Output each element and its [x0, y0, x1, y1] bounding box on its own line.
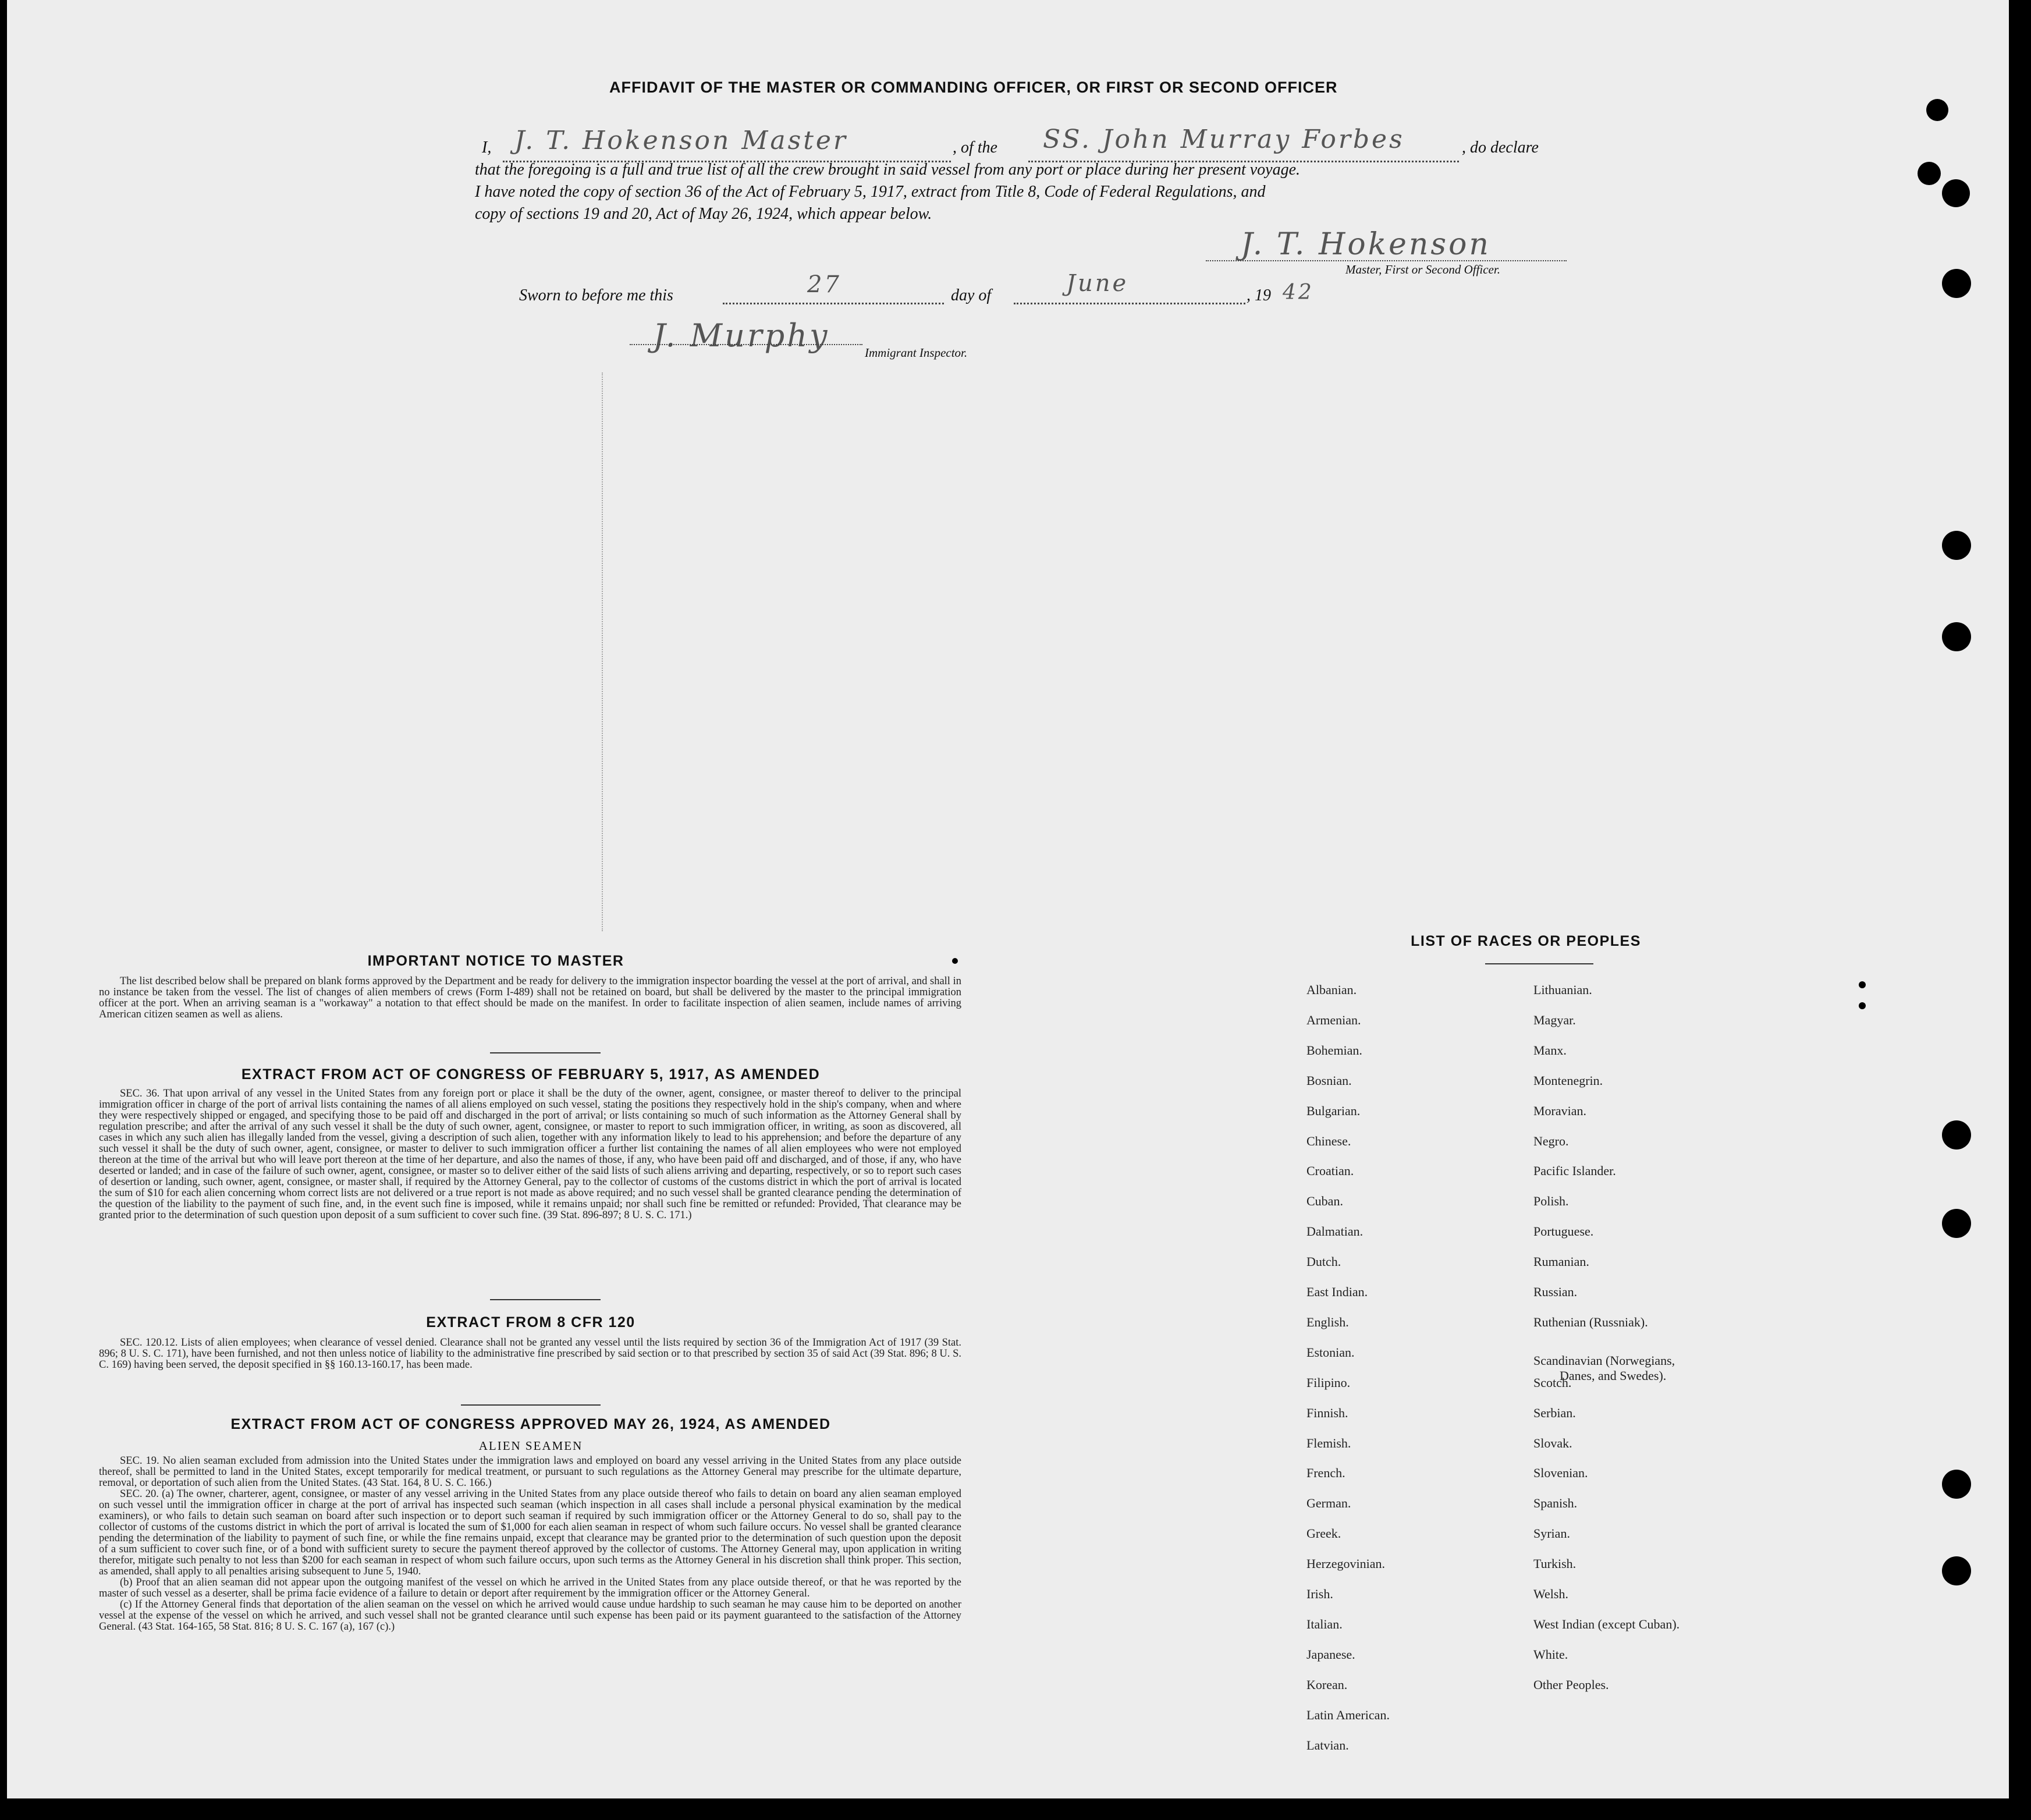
signature-caption: Master, First or Second Officer.	[1345, 262, 1500, 276]
sworn-prefix: Sworn to before me this	[519, 286, 673, 304]
signature-line	[1206, 260, 1567, 261]
race-item: Moravian.	[1533, 1103, 1587, 1118]
punch-hole	[1942, 179, 1970, 207]
month-handwritten: June	[1066, 270, 1129, 297]
race-item: West Indian (except Cuban).	[1533, 1616, 1680, 1631]
race-item: Dutch.	[1306, 1254, 1341, 1269]
extract1924-text	[99, 1456, 961, 1633]
race-item: Filipino.	[1306, 1375, 1351, 1390]
extract1924-title: EXTRACT FROM ACT OF CONGRESS APPROVED MAY 26, 1924, AS AMENDED	[230, 1416, 831, 1432]
race-item: Scandinavian (Norwegians,	[1533, 1353, 1675, 1368]
notice-paragraph: The list described below shall be prepared on blank forms approved by the Department and be ready for delivery to the immigration inspector boarding the vessel at the port of arrival, and shall in no instance be taken from the vessel. The list of changes of alien members of crews (Form I-489) shall not be retained on board, but shall be delivered by the master to the principal immigration officer at the port. When an arriving seaman is a "workaway" a notation to that effect should be made on the manifest. In order to facilitate inspection of alien seamen, include names of arriving American citizen seamen as well as aliens.	[99, 975, 961, 1020]
affidavit-line4: copy of sections 19 and 20, Act of May 26, 1924, which appear below.	[475, 205, 932, 223]
extract8cfr-title: EXTRACT FROM 8 CFR 120	[426, 1314, 635, 1331]
affidavit-line3: I have noted the copy of section 36 of the Act of February 5, 1917, extract from Title 8, Code of Federal Regulations, and	[475, 183, 1266, 201]
master-name-handwritten: J. T. Hokenson Master	[514, 126, 848, 155]
inspector-caption: Immigrant Inspector.	[865, 346, 968, 360]
day-blank	[723, 303, 944, 304]
race-item: Latvian.	[1306, 1737, 1349, 1752]
race-item: Polish.	[1533, 1194, 1569, 1209]
punch-hole	[1942, 1209, 1971, 1238]
race-item: Bulgarian.	[1306, 1103, 1361, 1118]
race-item: Lithuanian.	[1533, 982, 1592, 997]
extract8cfr-text	[99, 1337, 961, 1371]
race-item: Albanian.	[1306, 982, 1357, 997]
master-signature-handwritten: J. T. Hokenson	[1241, 227, 1491, 262]
race-item: Ruthenian (Russniak).	[1533, 1314, 1648, 1329]
race-item: Rumanian.	[1533, 1254, 1589, 1269]
race-item: Negro.	[1533, 1133, 1569, 1148]
race-item: Spanish.	[1533, 1496, 1578, 1511]
sec20a-paragraph: SEC. 20. (a) The owner, charterer, agent, consignee, or master of any vessel arriving in the United States from any place outside thereof who fails to detain on board any alien seaman employed on such vessel until the immigration officer in charge at the port of arrival has inspected such seaman (which inspection in all cases shall include a personal physical examination by the medical examiners), or who fails to detain such seaman on board after such inspection or to deport such seaman if required by such immigration officer or the Attorney General to do so, shall pay to the collector of customs of the customs district in which the port of arrival is located the sum of $1,000 for each alien seaman in respect of whom such failure occurs. No vessel shall be granted clearance pending the determination of the liability to payment of such fine, or while the fine remains unpaid, except that clearance may be granted prior to the determination of such question upon the deposit of a sum sufficient to cover such fine, or of a bond with sufficient surety to secure the payment thereof approved by the collector of customs. The Attorney General may, upon application in writing therefor, mitigate such penalty to not less than $200 for each seaman in respect of whom such failure occurs, upon such terms as the Attorney General in his discretion shall think proper. This section, as amended, shall apply to all penalties arising subsequent to June 5, 1940.	[99, 1488, 961, 1577]
divider	[490, 1052, 601, 1053]
race-item: Serbian.	[1533, 1405, 1576, 1420]
notice-title: IMPORTANT NOTICE TO MASTER	[367, 953, 624, 969]
race-item: Cuban.	[1306, 1194, 1343, 1209]
race-item: Bosnian.	[1306, 1073, 1352, 1088]
race-item: White.	[1533, 1647, 1568, 1662]
race-item: Flemish.	[1306, 1435, 1351, 1450]
punch-hole	[1942, 1470, 1971, 1499]
race-item: Greek.	[1306, 1526, 1341, 1541]
day-of-label: day of	[951, 286, 992, 304]
ink-speck	[1859, 981, 1866, 988]
sec19-paragraph: SEC. 19. No alien seaman excluded from admission into the United States under the immigration laws and employed on board any vessel arriving in the United States from any place outside thereof, shall be permitted to land in the United States, except temporarily for medical treatment, or pursuant to such regulations as the Attorney General may prescribe for the ultimate departure, removal, or deportation of such alien from the United States. (43 Stat. 164, 8 U. S. C. 166.)	[99, 1455, 961, 1489]
affidavit-line2: that the foregoing is a full and true list of all the crew brought in said vessel from any port or place during her present voyage.	[475, 161, 1301, 179]
divider	[490, 1299, 601, 1300]
races-title: LIST OF RACES OR PEOPLES	[1411, 933, 1641, 949]
alien-seamen-subtitle: ALIEN SEAMEN	[478, 1439, 583, 1453]
punch-hole	[1926, 99, 1948, 121]
race-item: French.	[1306, 1466, 1345, 1481]
race-item: Dalmatian.	[1306, 1224, 1364, 1239]
day-handwritten: 27	[807, 271, 841, 298]
race-item: Bohemian.	[1306, 1042, 1362, 1058]
year-handwritten: 42	[1283, 281, 1314, 304]
race-item: Magyar.	[1533, 1012, 1576, 1027]
race-item: Danes, and Swedes).	[1560, 1368, 1667, 1383]
race-item: Italian.	[1306, 1616, 1343, 1631]
month-blank	[1014, 303, 1245, 304]
race-item: Japanese.	[1306, 1647, 1355, 1662]
extract1917-title: EXTRACT FROM ACT OF CONGRESS OF FEBRUARY 5, 1917, AS AMENDED	[241, 1066, 821, 1083]
inspector-signature-handwritten: J. Murphy	[653, 317, 830, 354]
sec20b-paragraph: (b) Proof that an alien seaman did not appear upon the outgoing manifest of the vessel on which he arrived in the United States from any place outside thereof, or that he was reported by the master of such vessel as a deserter, shall be prima facie evidence of a failure to detain or deport after requirement by the immigration officer or the Attorney General.	[99, 1577, 961, 1599]
ink-speck	[1859, 1002, 1866, 1009]
punch-hole	[1942, 1120, 1971, 1150]
race-item: Korean.	[1306, 1677, 1348, 1692]
race-item: Latin American.	[1306, 1707, 1390, 1722]
race-item: Slovenian.	[1533, 1466, 1588, 1481]
race-item: Russian.	[1533, 1285, 1578, 1299]
affidavit-do-declare: , do declare	[1462, 139, 1539, 157]
punch-hole	[1942, 622, 1971, 651]
notice-text	[99, 976, 961, 1020]
race-item: Montenegrin.	[1533, 1073, 1603, 1088]
extract1917-text	[99, 1088, 961, 1221]
affidavit-title: AFFIDAVIT OF THE MASTER OR COMMANDING OFFICER, OR FIRST OR SECOND OFFICER	[609, 79, 1338, 96]
punch-hole	[1918, 162, 1941, 185]
race-item: East Indian.	[1306, 1285, 1368, 1299]
race-item: Chinese.	[1306, 1133, 1351, 1148]
race-item: Turkish.	[1533, 1556, 1576, 1571]
race-item: Irish.	[1306, 1587, 1333, 1601]
race-item: Portuguese.	[1533, 1224, 1594, 1239]
inspector-line	[630, 344, 862, 345]
punch-hole	[1942, 531, 1971, 560]
sec12012-paragraph: SEC. 120.12. Lists of alien employees; when clearance of vessel denied. Clearance shall not be granted any vessel until the lists required by section 36 of the Immigration Act of 1917 (39 Stat. 896; 8 U. S. C. 171), have been furnished, and not then unless notice of liability to the administrative fine prescribed by said section or to that prescribed by section 35 of said Act (39 Stat. 896; 8 U. S. C. 169) having been served, the deposit specified in §§ 160.13-160.17, has been made.	[99, 1337, 961, 1371]
race-item: Slovak.	[1533, 1435, 1572, 1450]
sec36-paragraph: SEC. 36. That upon arrival of any vessel in the United States from any foreign port or place it shall be the duty of the owner, agent, consignee, or master thereof to deliver to the principal immigration officer in charge of the port of arrival lists containing the names of all aliens employed on such vessel, stating the positions they respectively hold in the ship's company, when and where they were respectively shipped or engaged, and specifying those to be paid off and discharged in the port of arrival; or lists containing so much of such information as the Attorney General shall by regulation prescribe; and after the arrival of any such vessel it shall be the duty of such owner, agent, consignee, or master to report to such immigration officer, in writing, as soon as discovered, all cases in which any such alien has illegally landed from the vessel, giving a description of such alien, together with any information likely to lead to his apprehension; and before the departure of any such vessel it shall be the duty of such owner, agent, consignee, or master to deliver to such immigration officer a further list containing the names of all alien employees who were not employed thereon at the time of the arrival but who will leave port thereon at the time of her departure, and also the names of those, if any, who have been paid off and discharged, and of those, if any, who have deserted or landed; and in case of the failure of such owner, agent, consignee, or master so to deliver either of the said lists of such aliens arriving and departing, respectively, or so to report such cases of desertion or landing, such owner, agent, consignee, or master shall, if required by the Attorney General, pay to the collector of customs of the customs district in which the port of arrival is located the sum of $10 for each alien concerning whom correct lists are not delivered or a true report is not made as above required; and no such vessel shall be granted clearance pending the determination of the question of the liability to the payment of such fine, and, in the event such fine is imposed, while it remains unpaid; nor shall such fine be remitted or refunded: Provided, That clearance may be granted prior to the determination of such question upon deposit of a sum sufficient to cover such fine. (39 Stat. 896-897; 8 U. S. C. 171.)	[99, 1088, 961, 1221]
race-item: Estonian.	[1306, 1344, 1355, 1360]
document-page	[7, 0, 2009, 1798]
race-item: Welsh.	[1533, 1587, 1568, 1601]
race-item: German.	[1306, 1496, 1351, 1511]
race-item: Other Peoples.	[1533, 1677, 1609, 1692]
affidavit-of-the: , of the	[953, 139, 997, 157]
year-prefix: , 19	[1247, 286, 1271, 304]
race-item: Herzegovinian.	[1306, 1556, 1385, 1571]
punch-hole	[1942, 1556, 1971, 1585]
race-item: Pacific Islander.	[1533, 1163, 1616, 1179]
race-item: Manx.	[1533, 1042, 1567, 1058]
race-item: English.	[1306, 1314, 1349, 1329]
affidavit-line1-prefix: I,	[482, 139, 492, 157]
divider	[1485, 963, 1593, 964]
tick-marks	[602, 372, 606, 931]
race-item: Finnish.	[1306, 1405, 1348, 1420]
race-item: Croatian.	[1306, 1163, 1354, 1179]
divider	[461, 1404, 601, 1406]
punch-hole	[1942, 269, 1971, 298]
race-item: Scotch.	[1533, 1375, 1572, 1390]
ink-speck	[952, 958, 958, 964]
sec20c-paragraph: (c) If the Attorney General finds that deportation of the alien seaman on the vessel on which he arrived would cause undue hardship to such seaman he may cause him to be deported on another vessel at the expense of the vessel on which he arrived, and such vessel shall not be granted clearance until such expense has been paid or its payment guaranteed to the satisfaction of the Attorney General. (43 Stat. 164-165, 58 Stat. 816; 8 U. S. C. 167 (a), 167 (c).)	[99, 1599, 961, 1633]
race-item: Syrian.	[1533, 1526, 1570, 1541]
race-item: Armenian.	[1306, 1012, 1361, 1027]
vessel-name-handwritten: SS. John Murray Forbes	[1043, 125, 1405, 154]
